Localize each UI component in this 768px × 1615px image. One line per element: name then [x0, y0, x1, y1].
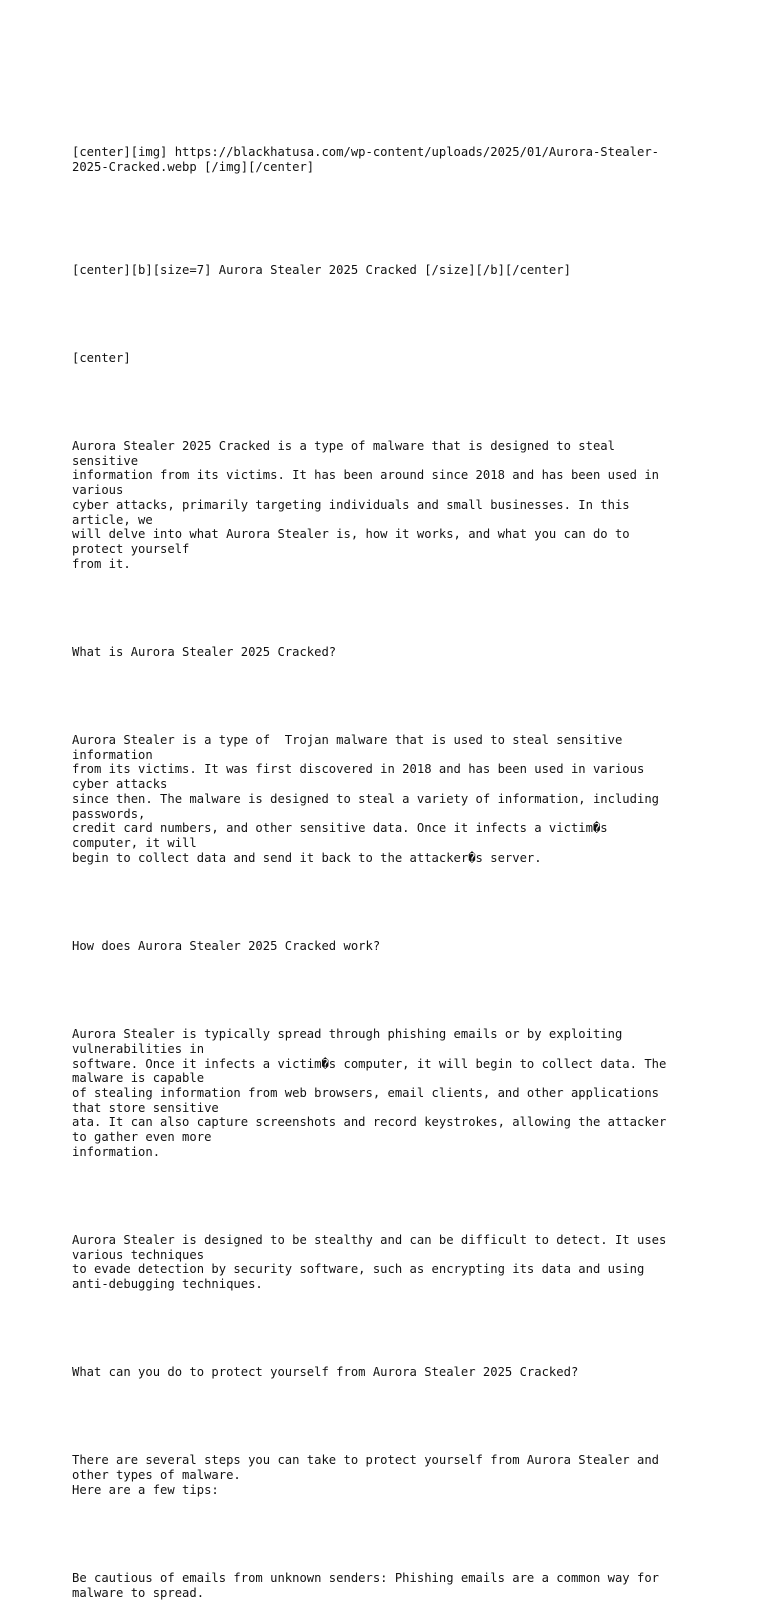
spacer	[72, 1527, 712, 1542]
section-heading-how: How does Aurora Stealer 2025 Cracked work?	[72, 938, 381, 953]
tip-paragraph: Be cautious of emails from unknown senders: Phishing emails are a common way for malware to spread.	[72, 1571, 659, 1600]
intro-paragraph: Aurora Stealer 2025 Cracked is a type of malware that is designed to steal sensitive information from its victims. It has been around since 2018 and has been used in various cyber attacks, primarily targeting individuals and small businesses. In this article, we will delve into what Aurora Stealer is, how it works, and what you can do to protect yourself from it.	[72, 439, 659, 571]
protect-paragraph: There are several steps you can take to protect yourself from Aurora Stealer and other types of malware. Here are a few tips:	[72, 1453, 659, 1497]
spacer	[72, 601, 712, 616]
title-bbcode: [center][b][size=7] Aurora Stealer 2025 Cracked [/size][/b][/center]	[72, 262, 571, 277]
spacer	[72, 689, 712, 704]
spacer	[72, 307, 712, 322]
spacer	[72, 895, 712, 910]
spacer	[72, 204, 712, 233]
how-paragraph-1: Aurora Stealer is typically spread through phishing emails or by exploiting vulnerabilities in software. Once it infects a victim�s computer, it will begin to collect data. The malware is capable of stealing information from web browsers, email clients, and other applications that store sensitive ata. It can also capture screenshots and record keystrokes, allowing the attacker to gather even more information.	[72, 1027, 667, 1159]
what-paragraph: Aurora Stealer is a type of Trojan malware that is used to steal sensitive information from its victims. It was first discovered in 2018 and has been used in various cyber attacks since then. The malware is designed to steal a variety of information, including passwords, credit card numbers, and other sensitive data. Once it infects a victim�s computer, it will begin to collect data and send it back to the attacker�s server.	[72, 733, 659, 865]
spacer	[72, 1189, 712, 1204]
spacer	[72, 395, 712, 410]
spacer	[72, 983, 712, 998]
document-body	[72, 116, 712, 1615]
section-heading-protect: What can you do to protect yourself from Aurora Stealer 2025 Cracked?	[72, 1365, 579, 1380]
how-paragraph-2: Aurora Stealer is designed to be stealthy and can be difficult to detect. It uses various techniques to evade detection by security software, such as encrypting its data and using anti-debugging techniques.	[72, 1232, 667, 1292]
spacer	[72, 1321, 712, 1336]
image-bbcode: [center][img] https://blackhatusa.com/wp-content/uploads/2025/01/Aurora-Stealer- 2025-Cracked.webp [/img][/center]	[72, 145, 659, 175]
center-bbcode: [center]	[72, 350, 131, 365]
spacer	[72, 1409, 712, 1424]
section-heading-what: What is Aurora Stealer 2025 Cracked?	[72, 644, 337, 659]
